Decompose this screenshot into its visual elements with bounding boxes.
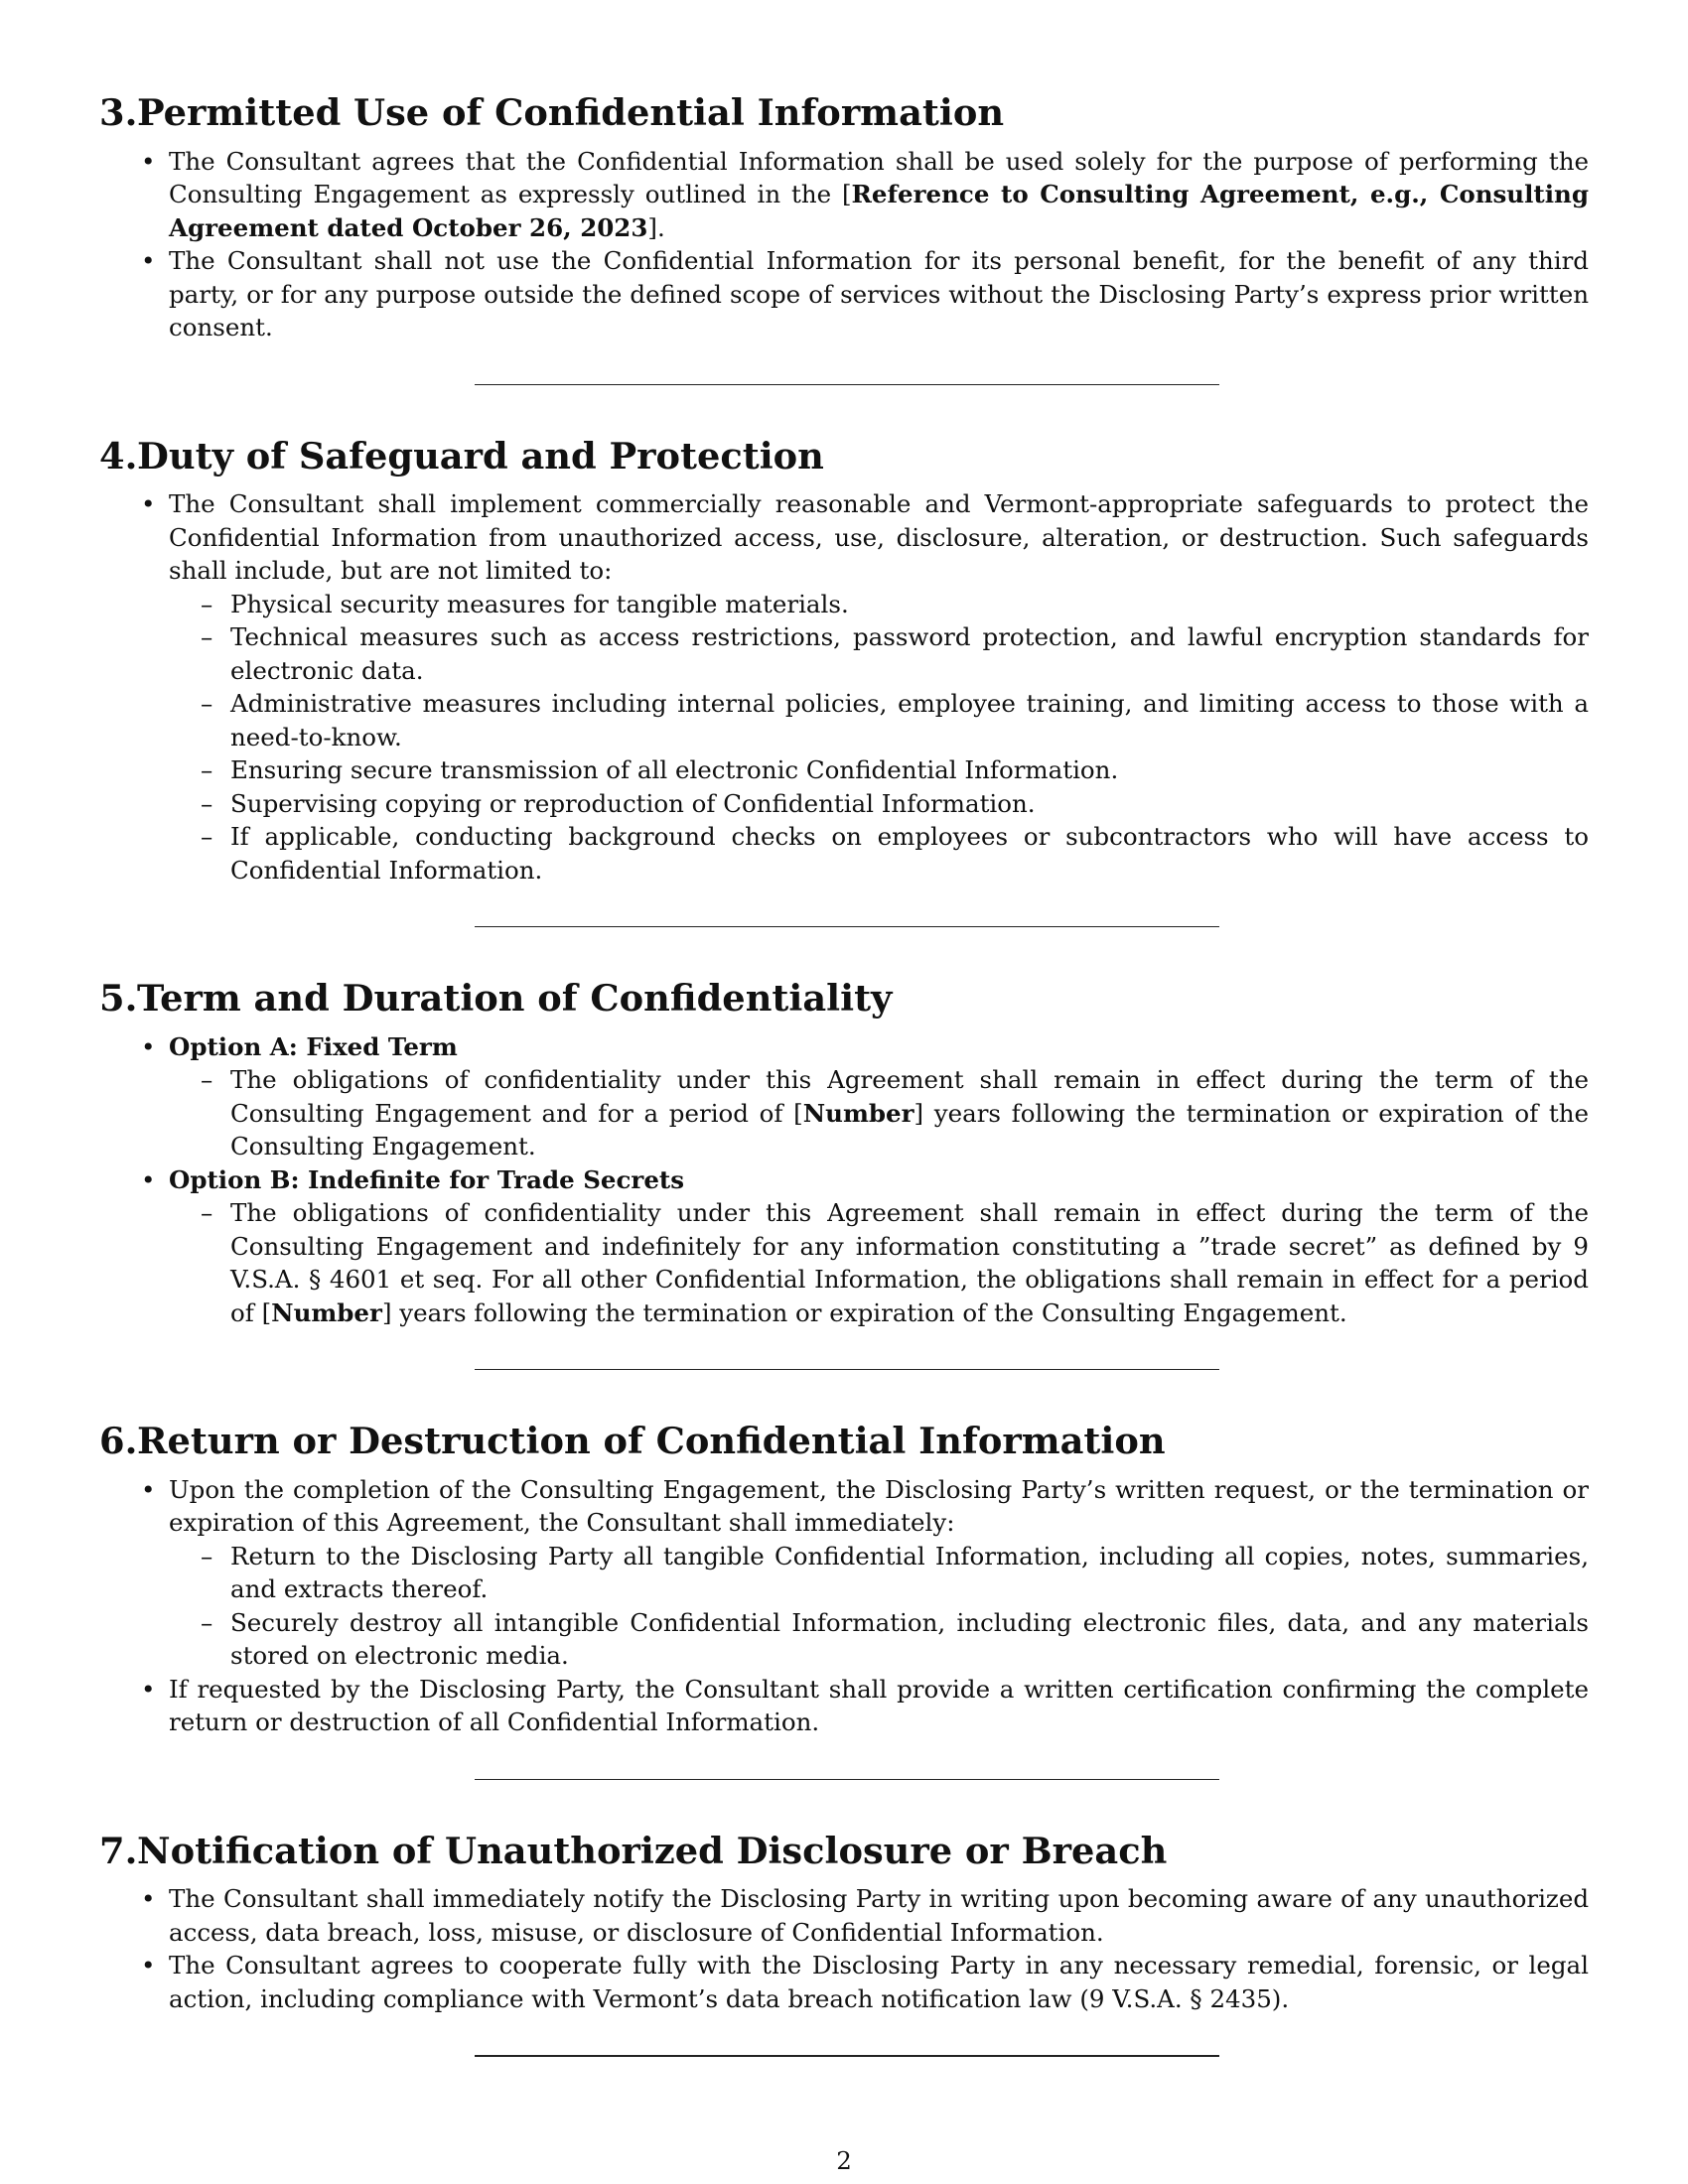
sub-list-item: – Physical security measures for tangible materials.	[230, 588, 1589, 621]
section-title: Return or Destruction of Confidential Information	[137, 1419, 1166, 1462]
section-6	[99, 1419, 1589, 1780]
bullet-list	[99, 1030, 1589, 1330]
section-number: 3.	[99, 90, 138, 134]
placeholder-number: Number	[271, 1297, 382, 1327]
section-heading	[99, 1419, 1589, 1462]
section-heading	[99, 433, 1589, 478]
sub-list-item: – Ensuring secure transmission of all electronic Confidential Information.	[230, 753, 1589, 787]
section-divider	[475, 2055, 1219, 2057]
section-heading	[99, 90, 1589, 134]
sub-list	[169, 588, 1589, 887]
section-number: 5.	[99, 976, 138, 1020]
placeholder-reference: Reference to Consulting Agreement, e.g., Consulting Agreement dated October 26, 2023	[169, 180, 1589, 242]
list-item: • The Consultant agrees to cooperate fully with the Disclosing Party in any necessary remedial, forensic, or legal action, including compliance with Vermont’s data breach notification law (9 V.S.A. § 2435).	[169, 1949, 1589, 2015]
list-item	[169, 145, 1589, 245]
list-item: • If requested by the Disclosing Party, the Consultant shall provide a written certification confirming the complete return or destruction of all Confidential Information.	[169, 1673, 1589, 1739]
list-item	[169, 1473, 1589, 1673]
sub-list-item	[230, 1196, 1589, 1329]
bullet-text: The Consultant agrees that the Confidential Information shall be used solely for the purpose of performing the Consulting Engagement as expressly outlined in the [	[169, 146, 1589, 208]
page-number: 2	[836, 2146, 852, 2175]
sub-list-item: – Technical measures such as access restrictions, password protection, and lawful encryption standards for electronic data.	[230, 620, 1589, 687]
option-text: ] years following the termination or expiration of the Consulting Engagement.	[230, 1098, 1589, 1160]
section-title: Permitted Use of Confidential Information	[137, 90, 1005, 134]
section-title: Notification of Unauthorized Disclosure or Breach	[137, 1828, 1168, 1872]
section-number: 6.	[99, 1419, 138, 1462]
bullet-text: ].	[647, 212, 665, 242]
list-item	[169, 1163, 1589, 1330]
document-page	[99, 90, 1589, 2057]
option-text: ] years following the termination or expiration of the Consulting Engagement.	[381, 1297, 1347, 1327]
option-text: The obligations of confidentiality under this Agreement shall remain in effect during the term of the Consulting Engagement and indefinitely for any information constituting a ”trade secret” as defined by 9 V.S.A. § 4601 et seq. For all other Confidential Information, the obligations shall remain in effect for a period of [	[230, 1198, 1589, 1327]
sub-list	[169, 1063, 1589, 1163]
section-7	[99, 1828, 1589, 2058]
option-text: The obligations of confidentiality under this Agreement shall remain in effect during the term of the Consulting Engagement and for a period of [	[230, 1065, 1589, 1128]
bullet-list	[99, 1473, 1589, 1739]
sub-list-item: – Administrative measures including internal policies, employee training, and limiting access to those with a need-to-know.	[230, 687, 1589, 753]
list-item	[169, 487, 1589, 887]
sub-list-item	[230, 1063, 1589, 1163]
section-title: Duty of Safeguard and Protection	[137, 433, 824, 478]
section-3	[99, 90, 1589, 385]
section-4	[99, 433, 1589, 928]
section-heading	[99, 976, 1589, 1020]
section-number: 4.	[99, 433, 138, 478]
section-title: Term and Duration of Confidentiality	[137, 976, 893, 1020]
placeholder-number: Number	[802, 1098, 914, 1128]
list-item: • The Consultant shall not use the Confidential Information for its personal benefit, for the benefit of any third party, or for any purpose outside the defined scope of services without the Disclosing Party’s express prior written consent.	[169, 244, 1589, 344]
sub-list	[169, 1196, 1589, 1329]
sub-list-item: – If applicable, conducting background checks on employees or subcontractors who will have access to Confidential Information.	[230, 820, 1589, 887]
bullet-list	[99, 487, 1589, 887]
section-number: 7.	[99, 1828, 138, 1872]
section-heading	[99, 1828, 1589, 1872]
sub-list-item: – Securely destroy all intangible Confidential Information, including electronic files, data, and any materials stored on electronic media.	[230, 1606, 1589, 1673]
section-5	[99, 976, 1589, 1370]
bullet-text: Upon the completion of the Consulting Engagement, the Disclosing Party’s written request, or the termination or expiration of this Agreement, the Consultant shall immediately:	[169, 1474, 1589, 1537]
sub-list-item: – Supervising copying or reproduction of Confidential Information.	[230, 787, 1589, 821]
bullet-text: The Consultant shall implement commercially reasonable and Vermont-appropriate safeguards to protect the Confidential Information from unauthorized access, use, disclosure, alteration, or destruction. Such safeguards shall include, but are not limited to:	[169, 489, 1589, 585]
bullet-list	[99, 145, 1589, 344]
option-label: Option A: Fixed Term	[169, 1031, 458, 1061]
sub-list	[169, 1540, 1589, 1673]
list-item: • The Consultant shall immediately notify the Disclosing Party in writing upon becoming aware of any unauthorized access, data breach, loss, misuse, or disclosure of Confidential Information.	[169, 1882, 1589, 1949]
option-label: Option B: Indefinite for Trade Secrets	[169, 1164, 685, 1194]
list-item	[169, 1030, 1589, 1163]
bullet-list	[99, 1882, 1589, 2015]
sub-list-item: – Return to the Disclosing Party all tangible Confidential Information, including all copies, notes, summaries, and extracts thereof.	[230, 1540, 1589, 1606]
